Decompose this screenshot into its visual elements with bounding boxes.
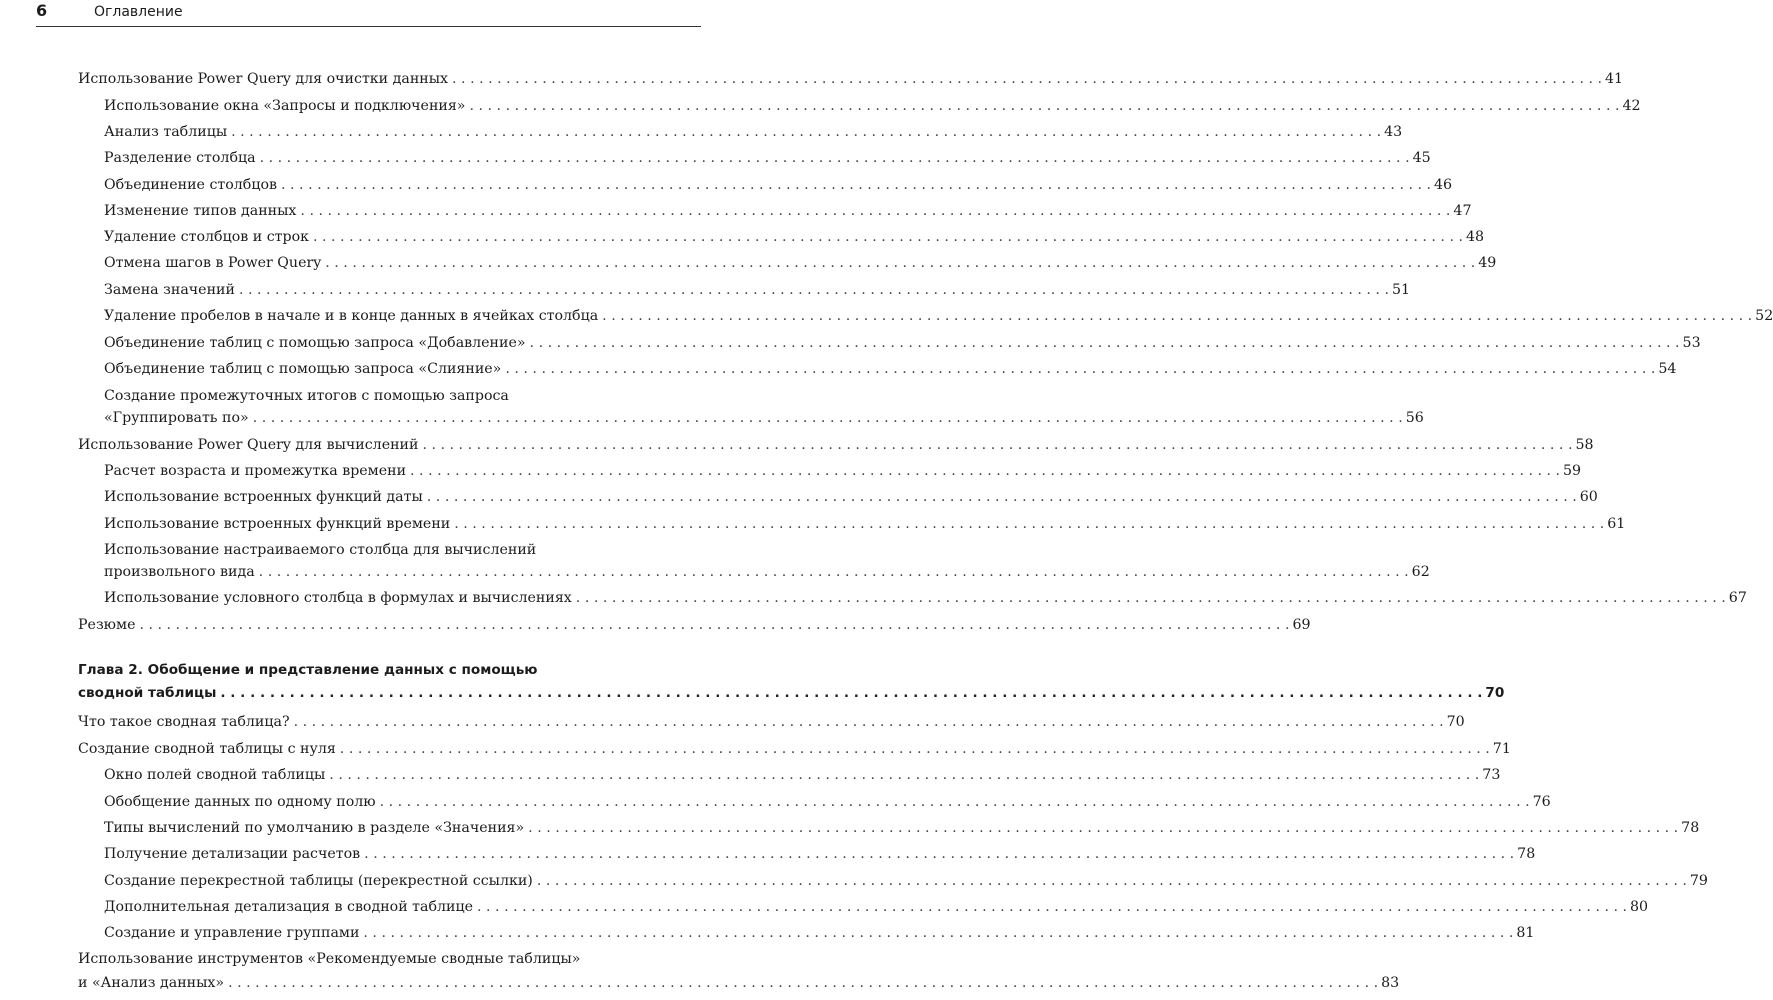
leader-dots: [329, 762, 1479, 788]
toc-entry-title: Создание сводной таблицы с нуля: [78, 741, 336, 757]
toc-entry-page: 83: [1381, 975, 1400, 991]
toc-entry: [78, 612, 1311, 638]
toc-entry: [104, 511, 1626, 537]
toc-entry-title: Обобщение данных по одному полю: [104, 794, 376, 810]
chapter-entry: [78, 680, 1505, 706]
leader-dots: [239, 277, 1389, 303]
toc-entry-page: 53: [1682, 335, 1701, 351]
toc-entry-title: Использование Power Query для вычислений: [78, 437, 419, 453]
toc-entry: [104, 458, 1582, 484]
toc-entry-title-line1: Использование настраиваемого столбца для вычислений: [104, 542, 537, 558]
toc-entry-page: 69: [1292, 617, 1311, 633]
leader-dots: [253, 405, 1403, 431]
toc-entry-page: 62: [1411, 564, 1430, 580]
leader-dots: [602, 303, 1752, 329]
leader-dots: [259, 559, 1409, 585]
leader-dots: [231, 119, 1381, 145]
toc-entry-page: 56: [1405, 410, 1424, 426]
toc-entry-title: Создание перекрестной таблицы (перекрестной ссылки): [104, 873, 533, 889]
leader-dots: [325, 250, 1475, 276]
toc-entry-page: 60: [1579, 489, 1598, 505]
toc-entry-title: Разделение столбца: [104, 150, 256, 166]
running-title: Оглавление: [94, 4, 183, 20]
toc-entry-page: 45: [1412, 150, 1431, 166]
toc-entry: [104, 93, 1641, 119]
leader-dots: [469, 93, 1619, 119]
toc-entry-title-line1: Создание промежуточных итогов с помощью запроса: [104, 388, 509, 404]
toc-entry-title: Окно полей сводной таблицы: [104, 767, 326, 783]
toc-entry-page: 59: [1563, 463, 1582, 479]
toc-entry: [104, 145, 1431, 171]
page-number: 6: [36, 1, 48, 20]
toc-entry: [104, 868, 1708, 894]
toc-entry: [104, 841, 1536, 867]
leader-dots: [452, 66, 1602, 92]
chapter-title-line2: сводной таблицы: [78, 685, 217, 701]
toc-entry: [104, 762, 1501, 788]
toc-entry: [78, 736, 1511, 762]
leader-dots: [294, 709, 1444, 735]
toc-entry: [104, 119, 1403, 145]
toc-entry: [104, 356, 1677, 382]
leader-dots: [364, 841, 1514, 867]
toc-entry-title: Типы вычислений по умолчанию в разделе «Значения»: [104, 820, 525, 836]
leader-dots: [576, 585, 1726, 611]
toc-entry-title-line1: Использование инструментов «Рекомендуемые сводные таблицы»: [78, 951, 581, 967]
toc-entry-page: 78: [1681, 820, 1700, 836]
toc-entry-page: 51: [1391, 282, 1411, 298]
toc-entry-title: Что такое сводная таблица?: [78, 714, 290, 730]
toc-entry-title: Замена значений: [104, 282, 235, 298]
toc-entry-page: 67: [1728, 590, 1747, 606]
toc-entry-page: 61: [1607, 516, 1626, 532]
toc-entry-title: Анализ таблицы: [104, 124, 228, 140]
toc-entry: [104, 250, 1497, 276]
toc-entry-page: 41: [1605, 71, 1624, 87]
leader-dots: [281, 172, 1431, 198]
leader-dots: [505, 356, 1655, 382]
toc-entry-title: Объединение таблиц с помощью запроса «Добавление»: [104, 335, 526, 351]
chapter-title-line1: Глава 2. Обобщение и представление данных с помощью: [78, 662, 538, 678]
toc-entry-title: Объединение таблиц с помощью запроса «Слияние»: [104, 361, 502, 377]
leader-dots: [422, 432, 1572, 458]
toc-entry: [104, 559, 1430, 585]
page-header: [0, 0, 737, 30]
toc-entry: [104, 815, 1700, 841]
toc-entry-page: 79: [1689, 873, 1708, 889]
toc-entry-title: Использование встроенных функций времени: [104, 516, 451, 532]
toc-entry-title: Удаление столбцов и строк: [104, 229, 309, 245]
toc-entry-page: 80: [1630, 899, 1649, 915]
toc-entry-page: 46: [1434, 177, 1453, 193]
leader-dots: [427, 484, 1577, 510]
toc-entry-page: 42: [1622, 98, 1641, 114]
toc-entry: [104, 894, 1649, 920]
toc-entry: [104, 330, 1701, 356]
toc-entry-title: Использование окна «Запросы и подключения»: [104, 98, 466, 114]
toc-entry-title: Получение детализации расчетов: [104, 846, 361, 862]
leader-dots: [537, 868, 1687, 894]
toc-entry-page: 73: [1482, 767, 1501, 783]
chapter-page: 70: [1485, 685, 1505, 701]
toc-entry-page: 43: [1384, 124, 1403, 140]
leader-dots: [313, 224, 1463, 250]
toc-entry-title: Расчет возраста и промежутка времени: [104, 463, 407, 479]
leader-dots: [454, 511, 1604, 537]
toc-entry-page: 70: [1446, 714, 1465, 730]
toc-entry-title: и «Анализ данных»: [78, 975, 225, 991]
leader-dots: [363, 920, 1513, 946]
leader-dots: [528, 815, 1678, 841]
toc-entry-title: Использование встроенных функций даты: [104, 489, 423, 505]
toc-entry-title: Изменение типов данных: [104, 203, 297, 219]
toc-entry-title: «Группировать по»: [104, 410, 249, 426]
leader-dots: [380, 789, 1530, 815]
toc-entry-title: Резюме: [78, 617, 136, 633]
toc-entry: [104, 920, 1535, 946]
toc-entry: [78, 970, 1400, 996]
toc-entry-page: 48: [1465, 229, 1485, 245]
toc-entry-title: Использование условного столбца в формулах и вычислениях: [104, 590, 572, 606]
toc-entry-title: Использование Power Query для очистки данных: [78, 71, 449, 87]
toc-entry-title: произвольного вида: [104, 564, 255, 580]
toc-entry-page: 76: [1532, 794, 1551, 810]
leader-dots: [220, 680, 1482, 706]
toc-entry-page: 58: [1575, 437, 1594, 453]
leader-dots: [300, 198, 1450, 224]
leader-dots: [260, 145, 1410, 171]
leader-dots: [139, 612, 1289, 638]
leader-dots: [477, 894, 1627, 920]
toc-entry: [78, 66, 1624, 92]
toc-entry-title: Дополнительная детализация в сводной таблице: [104, 899, 474, 915]
toc-entry: [104, 585, 1747, 611]
toc-entry: [104, 789, 1551, 815]
toc-entry: [104, 405, 1424, 431]
toc-entry-title: Удаление пробелов в начале и в конце данных в ячейках столбца: [104, 308, 599, 324]
toc-entry: [78, 709, 1465, 735]
header-rule: [36, 26, 701, 27]
toc-entry-page: 47: [1453, 203, 1472, 219]
toc-entry: [104, 224, 1485, 250]
toc-entry-page: 49: [1478, 255, 1497, 271]
toc-entry: [104, 303, 1773, 329]
leader-dots: [530, 330, 1680, 356]
toc-entry-page: 71: [1492, 741, 1511, 757]
toc-entry-title: Объединение столбцов: [104, 177, 278, 193]
toc-entry-page: 78: [1517, 846, 1536, 862]
toc-entry: [78, 432, 1594, 458]
toc-entry-page: 81: [1516, 925, 1535, 941]
toc-entry-title: Отмена шагов в Power Query: [104, 255, 322, 271]
toc-entry-page: 54: [1658, 361, 1677, 377]
toc-entry: [104, 172, 1453, 198]
toc-entry: [104, 198, 1472, 224]
toc-entry: [104, 277, 1411, 303]
leader-dots: [410, 458, 1560, 484]
leader-dots: [228, 970, 1378, 996]
toc-entry-title: Создание и управление группами: [104, 925, 360, 941]
leader-dots: [340, 736, 1490, 762]
toc-entry-page: 52: [1755, 308, 1773, 324]
toc-entry: [104, 484, 1598, 510]
